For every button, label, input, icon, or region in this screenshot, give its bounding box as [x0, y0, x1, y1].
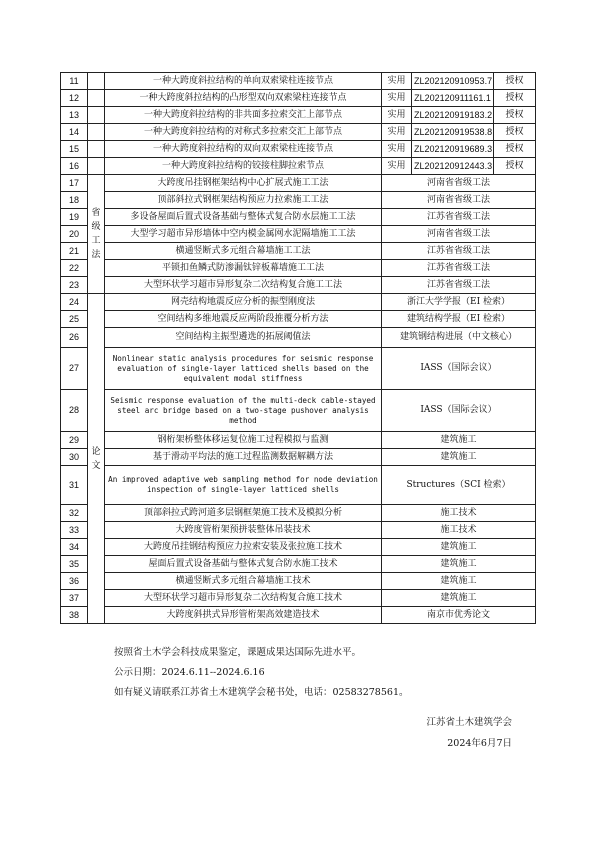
row-number: 14 — [61, 124, 88, 141]
paper-title: Nonlinear static analysis procedures for seismic response evaluation of single-layer latticed shells based on the equivalent modal stiffness — [105, 348, 382, 390]
paper-journal: 施工技术 — [382, 505, 536, 522]
table-row — [61, 505, 536, 522]
patent-type: 实用 — [382, 124, 412, 141]
paper-journal: 建筑施工 — [382, 432, 536, 449]
item-name: 大型学习超市异形墙体中空内模金属网水泥隔墙施工工法 — [105, 226, 382, 243]
patent-status: 授权 — [494, 158, 536, 175]
table-row — [61, 192, 536, 209]
category-cell — [88, 124, 105, 141]
table-row — [61, 141, 536, 158]
paper-journal: 建筑施工 — [382, 449, 536, 466]
row-number: 21 — [61, 243, 88, 260]
paper-journal: Structures（SCI 检索） — [382, 466, 536, 505]
table-row — [61, 390, 536, 432]
category-cell — [88, 73, 105, 90]
row-number: 35 — [61, 556, 88, 573]
patent-status: 授权 — [494, 107, 536, 124]
note-publicity-date: 公示日期：2024.6.11--2024.6.16 — [114, 667, 265, 678]
row-number: 33 — [61, 522, 88, 539]
paper-journal: 建筑施工 — [382, 573, 536, 590]
table-row — [61, 243, 536, 260]
table-row — [61, 539, 536, 556]
item-name: 一种大跨度斜拉结构的凸形型双向双索梁柱连接节点 — [105, 90, 382, 107]
row-number: 25 — [61, 311, 88, 328]
method-level: 河南省省级工法 — [382, 226, 536, 243]
paper-title: 网壳结构地震反应分析的振型刚度法 — [105, 294, 382, 311]
table-row — [61, 607, 536, 624]
paper-journal: 施工技术 — [382, 522, 536, 539]
note-contact: 如有疑义请联系江苏省土木建筑学会秘书处，电话：02583278561。 — [114, 687, 409, 698]
item-name: 横通竖断式多元组合幕墙施工工法 — [105, 243, 382, 260]
table-row — [61, 348, 536, 390]
category-cell — [88, 141, 105, 158]
paper-title: 屋面后置式设备基础与整体式复合防水施工技术 — [105, 556, 382, 573]
paper-title: 空间结构主振型遴选的拓展阈值法 — [105, 328, 382, 348]
item-name: 一种大跨度斜拉结构的铰接柱脚拉索节点 — [105, 158, 382, 175]
paper-title: 大跨度管桁架预拼装整体吊装技术 — [105, 522, 382, 539]
table-row — [61, 328, 536, 348]
paper-journal: 建筑施工 — [382, 590, 536, 607]
patent-number: ZL202120912443.3 — [412, 158, 494, 175]
paper-title: 基于滑动平均法的施工过程监测数据解耦方法 — [105, 449, 382, 466]
category-lunwen: 论 文 — [88, 294, 105, 624]
patent-type: 实用 — [382, 141, 412, 158]
patent-type: 实用 — [382, 73, 412, 90]
row-number: 32 — [61, 505, 88, 522]
method-level: 江苏省省级工法 — [382, 260, 536, 277]
row-number: 17 — [61, 175, 88, 192]
paper-title: 钢桁架桥整体移运复位施工过程模拟与监测 — [105, 432, 382, 449]
notes — [114, 643, 409, 703]
row-number: 16 — [61, 158, 88, 175]
paper-journal: 建筑结构学报（EI 检索） — [382, 311, 536, 328]
item-name: 一种大跨度斜拉结构的对称式多拉索交汇上部节点 — [105, 124, 382, 141]
row-number: 38 — [61, 607, 88, 624]
achievements-table — [60, 72, 536, 624]
paper-title: 大跨度斜拱式异形管桁架高效建造技术 — [105, 607, 382, 624]
paper-journal: 建筑施工 — [382, 539, 536, 556]
category-gongfa: 省 级 工 法 — [88, 175, 105, 294]
paper-title: 顶部斜拉式跨河道多层钢框架施工技术及模拟分析 — [105, 505, 382, 522]
table-row — [61, 277, 536, 294]
signature-block — [426, 712, 512, 754]
row-number: 26 — [61, 328, 88, 348]
row-number: 30 — [61, 449, 88, 466]
row-number: 29 — [61, 432, 88, 449]
patent-type: 实用 — [382, 90, 412, 107]
row-number: 34 — [61, 539, 88, 556]
row-number: 37 — [61, 590, 88, 607]
row-number: 27 — [61, 348, 88, 390]
patent-status: 授权 — [494, 124, 536, 141]
paper-journal: 建筑钢结构进展（中文核心） — [382, 328, 536, 348]
item-name: 多设备屋面后置式设备基础与整体式复合防水层施工工法 — [105, 209, 382, 226]
table-row — [61, 522, 536, 539]
row-number: 22 — [61, 260, 88, 277]
table-row — [61, 590, 536, 607]
signature-org: 江苏省土木建筑学会 — [426, 717, 512, 728]
row-number: 12 — [61, 90, 88, 107]
row-number: 24 — [61, 294, 88, 311]
row-number: 11 — [61, 73, 88, 90]
table-row — [61, 226, 536, 243]
patent-status: 授权 — [494, 73, 536, 90]
row-number: 15 — [61, 141, 88, 158]
item-name: 平锁扣鱼鳞式防渗漏钛锌板幕墙施工工法 — [105, 260, 382, 277]
row-number: 13 — [61, 107, 88, 124]
paper-journal: 南京市优秀论文 — [382, 607, 536, 624]
table-row — [61, 432, 536, 449]
method-level: 河南省省级工法 — [382, 192, 536, 209]
paper-journal: IASS（国际会议） — [382, 348, 536, 390]
table-row — [61, 158, 536, 175]
patent-status: 授权 — [494, 141, 536, 158]
method-level: 江苏省省级工法 — [382, 243, 536, 260]
patent-number: ZL202120919538.8 — [412, 124, 494, 141]
paper-title: 横通竖断式多元组合幕墙施工技术 — [105, 573, 382, 590]
item-name: 大跨度吊挂钢框架结构中心扩展式施工工法 — [105, 175, 382, 192]
item-name: 一种大跨度斜拉结构的单向双索梁柱连接节点 — [105, 73, 382, 90]
method-level: 江苏省省级工法 — [382, 277, 536, 294]
table-row — [61, 311, 536, 328]
patent-status: 授权 — [494, 90, 536, 107]
table-row — [61, 124, 536, 141]
row-number: 20 — [61, 226, 88, 243]
table-row — [61, 209, 536, 226]
table-row — [61, 556, 536, 573]
paper-journal: 浙江大学学报（EI 检索） — [382, 294, 536, 311]
patent-number: ZL202120919689.3 — [412, 141, 494, 158]
table-row — [61, 73, 536, 90]
item-name: 顶部斜拉式钢框架结构预应力拉索施工工法 — [105, 192, 382, 209]
item-name: 大型环状学习超市异形复杂二次结构复合施工工法 — [105, 277, 382, 294]
patent-number: ZL202120910953.7 — [412, 73, 494, 90]
paper-journal: 建筑施工 — [382, 556, 536, 573]
category-cell — [88, 158, 105, 175]
table-row — [61, 90, 536, 107]
item-name: 一种大跨度斜拉结构的非共面多拉索交汇上部节点 — [105, 107, 382, 124]
paper-title: An improved adaptive web sampling method for node deviation inspection of single-layer latticed shells — [105, 466, 382, 505]
paper-title: 大型环状学习超市异形复杂二次结构复合施工技术 — [105, 590, 382, 607]
method-level: 河南省省级工法 — [382, 175, 536, 192]
table-row — [61, 294, 536, 311]
row-number: 31 — [61, 466, 88, 505]
row-number: 18 — [61, 192, 88, 209]
paper-title: Seismic response evaluation of the multi-deck cable-stayed steel arc bridge based on a two-stage pushover analysis method — [105, 390, 382, 432]
table-row — [61, 107, 536, 124]
row-number: 23 — [61, 277, 88, 294]
table-row — [61, 175, 536, 192]
paper-title: 空间结构多维地震反应两阶段推覆分析方法 — [105, 311, 382, 328]
item-name: 一种大跨度斜拉结构的双向双索梁柱连接节点 — [105, 141, 382, 158]
note-appraisal: 按照省土木学会科技成果鉴定，课题成果达国际先进水平。 — [114, 647, 362, 658]
method-level: 江苏省省级工法 — [382, 209, 536, 226]
row-number: 28 — [61, 390, 88, 432]
table-row — [61, 449, 536, 466]
signature-date: 2024年6月7日 — [447, 738, 512, 749]
category-cell — [88, 107, 105, 124]
table-row — [61, 573, 536, 590]
row-number: 19 — [61, 209, 88, 226]
table-row — [61, 260, 536, 277]
category-cell — [88, 90, 105, 107]
patent-number: ZL202120911161.1 — [412, 90, 494, 107]
row-number: 36 — [61, 573, 88, 590]
paper-title: 大跨度吊挂钢结构预应力拉索安装及张拉施工技术 — [105, 539, 382, 556]
paper-journal: IASS（国际会议） — [382, 390, 536, 432]
patent-type: 实用 — [382, 158, 412, 175]
patent-type: 实用 — [382, 107, 412, 124]
patent-number: ZL202120919183.2 — [412, 107, 494, 124]
table-row — [61, 466, 536, 505]
